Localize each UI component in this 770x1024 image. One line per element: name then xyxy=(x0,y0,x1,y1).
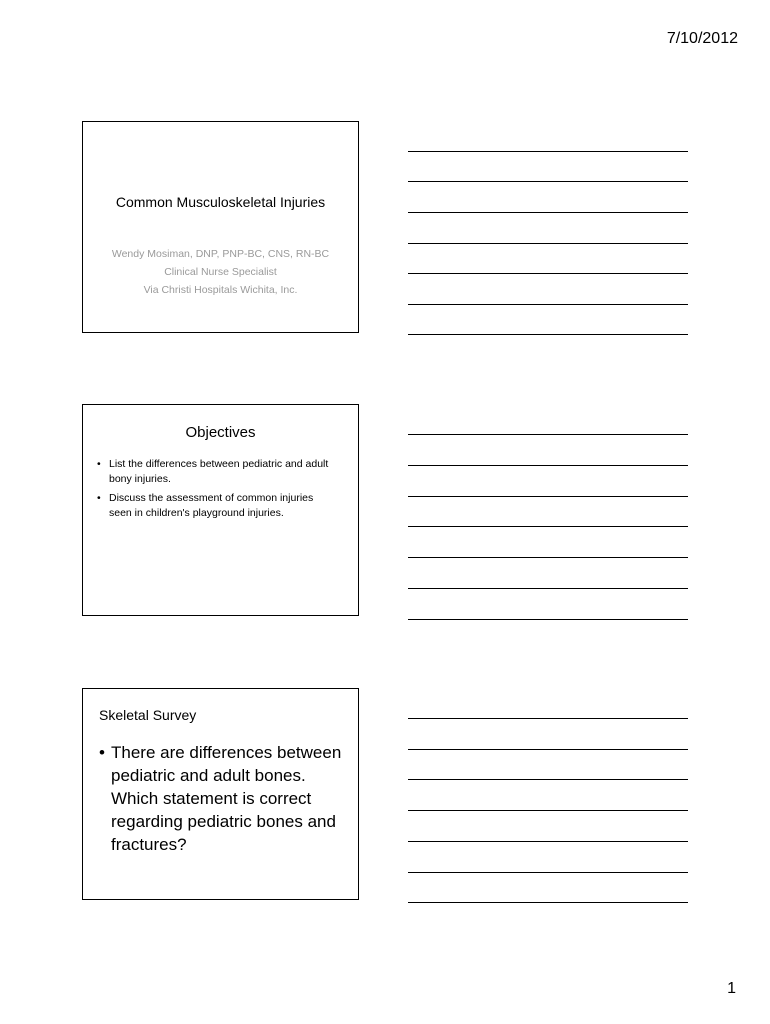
slide-2-title: Objectives xyxy=(185,424,256,441)
note-line xyxy=(408,526,688,527)
note-line xyxy=(408,588,688,589)
note-line xyxy=(408,304,688,305)
slide-3-title: Skeletal Survey xyxy=(99,707,197,723)
bullet-item: • Discuss the assessment of common injuries seen in children's playground injuries. xyxy=(109,491,338,521)
note-line xyxy=(408,557,688,558)
note-line xyxy=(408,619,688,620)
note-line xyxy=(408,151,688,152)
organization-line: Via Christi Hospitals Wichita, Inc. xyxy=(143,284,298,296)
page-number: 1 xyxy=(727,980,736,997)
bullet-icon: • xyxy=(99,743,105,762)
note-line xyxy=(408,212,688,213)
note-line xyxy=(408,434,688,435)
note-line xyxy=(408,465,688,466)
author-line: Wendy Mosiman, DNP, PNP-BC, CNS, RN-BC xyxy=(111,248,330,260)
role-line: Clinical Nurse Specialist xyxy=(164,266,277,278)
bullet-text: There are differences between pediatric and adult bones. Which statement is correct regarding pediatric bones and fractures? xyxy=(111,743,342,854)
note-line xyxy=(408,243,688,244)
note-line xyxy=(408,718,688,719)
note-line xyxy=(408,779,688,780)
note-line xyxy=(408,902,688,903)
note-line xyxy=(408,810,688,811)
slide-3-thumbnail xyxy=(82,688,359,900)
bullet-item: • List the differences between pediatric and adult bony injuries. xyxy=(109,457,338,487)
slide-2-thumbnail xyxy=(82,404,359,616)
slide-2-bullet-list xyxy=(83,457,338,525)
note-line xyxy=(408,496,688,497)
slide-3-bullet xyxy=(99,741,346,856)
slide-1-thumbnail xyxy=(82,121,359,333)
note-line xyxy=(408,872,688,873)
slide-1-title: Common Musculoskeletal Injuries xyxy=(115,194,326,210)
note-line xyxy=(408,749,688,750)
note-line xyxy=(408,181,688,182)
note-line xyxy=(408,841,688,842)
note-line xyxy=(408,273,688,274)
slide-1-subtitle xyxy=(83,245,358,299)
page-date: 7/10/2012 xyxy=(666,30,738,47)
note-line xyxy=(408,334,688,335)
